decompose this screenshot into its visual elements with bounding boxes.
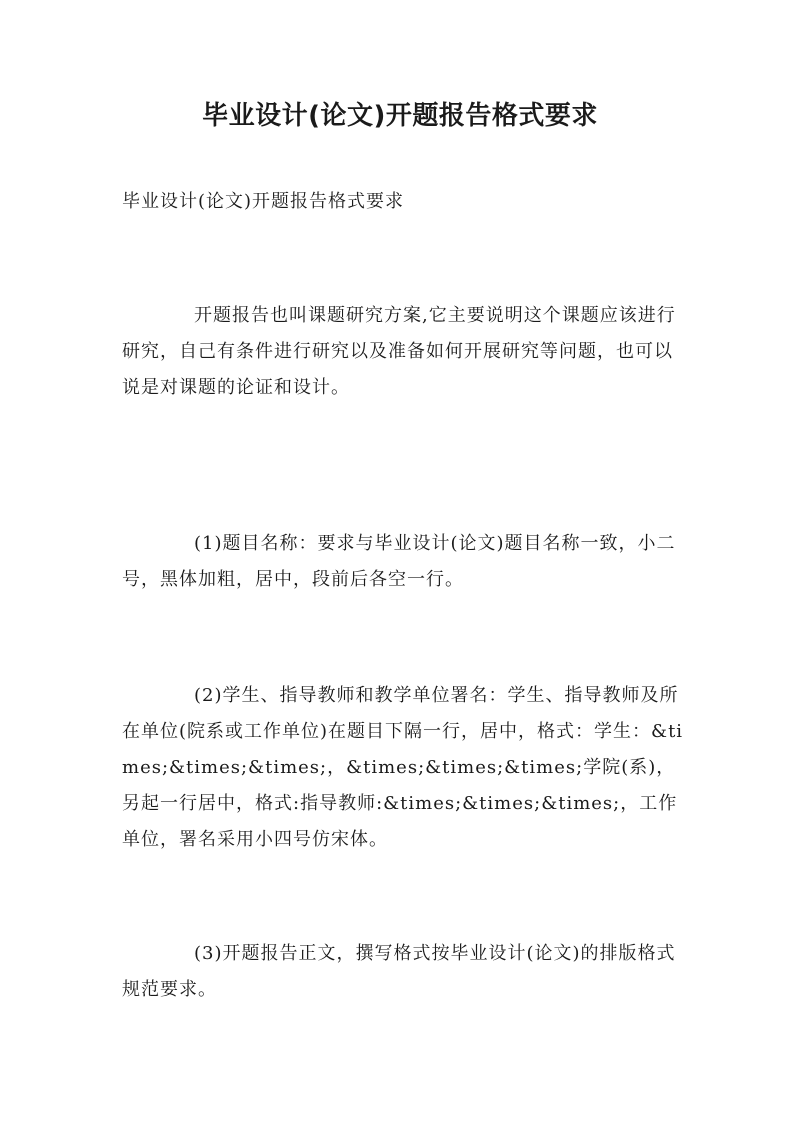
document-subtitle: 毕业设计(论文)开题报告格式要求 (122, 191, 405, 212)
intro-paragraph: 开题报告也叫课题研究方案,它主要说明这个课题应该进行研究，自己有条件进行研究以及准备如何开展研究等问题，也可以说是对课题的论证和设计。 (122, 305, 676, 398)
document-title: 毕业设计(论文)开题报告格式要求 (202, 101, 598, 131)
requirement-item-body: (3)开题报告正文，撰写格式按毕业设计(论文)的排版格式规范要求。 (122, 943, 676, 1000)
requirement-item-title: (1)题目名称：要求与毕业设计(论文)题目名称一致，小二号，黑体加粗，居中，段前后各空一行。 (122, 533, 676, 590)
requirement-item-signature: (2)学生、指导教师和教学单位署名：学生、指导教师及所在单位(院系或工作单位)在题目下隔一行，居中，格式：学生：&times;&times;&times;，&times;&times;&times;学院(系)，另起一行居中，格式:指导教师:&times;&times;&times;，工作单位，署名采用小四号仿宋体。 (122, 685, 684, 850)
